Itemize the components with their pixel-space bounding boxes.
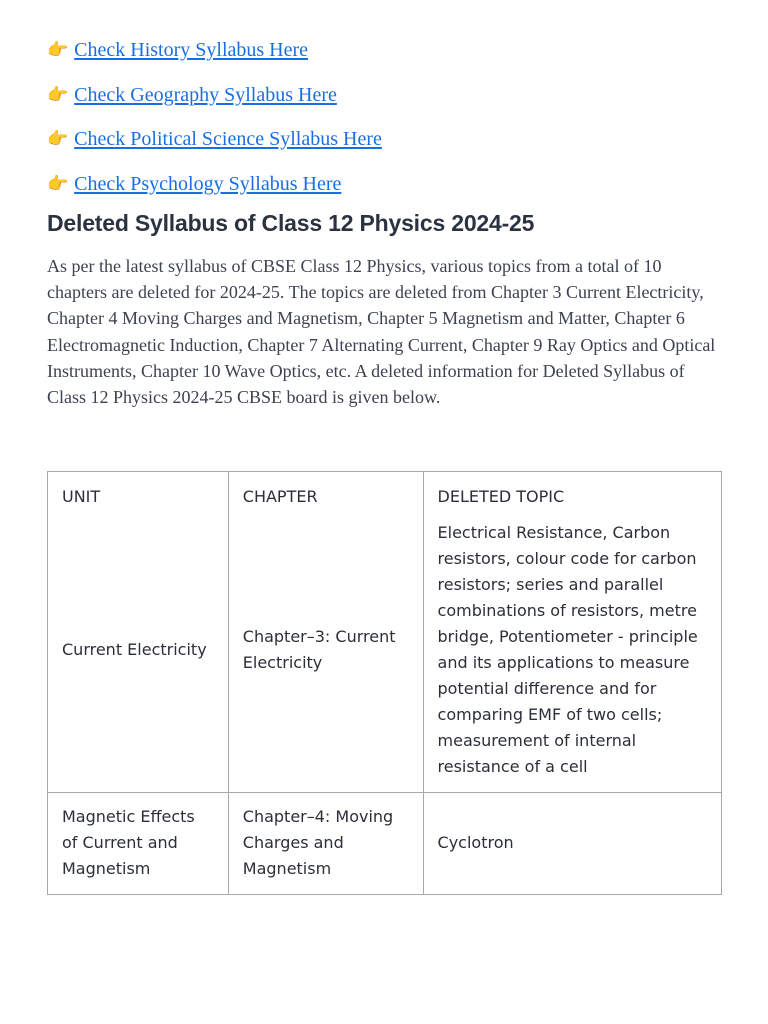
cell-unit: Current Electricity (48, 510, 229, 793)
pointing-hand-icon: 👉 (47, 39, 69, 60)
deleted-syllabus-table (47, 471, 722, 895)
political-science-syllabus-link[interactable]: Check Political Science Syllabus Here (74, 127, 382, 150)
header-chapter: CHAPTER (228, 472, 423, 511)
section-paragraph: As per the latest syllabus of CBSE Class 12 Physics, various topics from a total of 10 chapters are deleted for 2024-25. The topics are deleted from Chapter 3 Current Electricity, Chapter 4 Moving Charges and Magnetism, Chapter 5 Magnetism and Matter, Chapter 6 Electromagnetic Induction, Chapter 7 Alternating Current, Chapter 9 Ray Optics and Optical Instruments, Chapter 10 Wave Optics, etc. A deleted information for Deleted Syllabus of Class 12 Physics 2024-25 CBSE board is given below. (47, 256, 716, 408)
cell-unit: Magnetic Effects of Current and Magnetism (48, 793, 229, 895)
table-row (48, 793, 722, 895)
link-row-geography (47, 80, 337, 110)
cell-deleted-topic: Electrical Resistance, Carbon resistors, colour code for carbon resistors; series and parallel combinations of resistors, metre bridge, Potentiometer - principle and its applications to measure potential difference and for comparing EMF of two cells; measurement of internal resistance of a cell (423, 510, 721, 793)
header-deleted-topic: DELETED TOPIC (423, 472, 721, 511)
header-unit: UNIT (48, 472, 229, 511)
pointing-hand-icon: 👉 (47, 128, 69, 149)
link-row-history (47, 35, 308, 65)
history-syllabus-link[interactable]: Check History Syllabus Here (74, 38, 309, 61)
pointing-hand-icon: 👉 (47, 173, 69, 194)
cell-chapter: Chapter–3: Current Electricity (228, 510, 423, 793)
pointing-hand-icon: 👉 (47, 84, 69, 105)
table-header-row (48, 472, 722, 511)
geography-syllabus-link[interactable]: Check Geography Syllabus Here (74, 83, 337, 106)
psychology-syllabus-link[interactable]: Check Psychology Syllabus Here (74, 172, 342, 195)
link-row-psychology (47, 169, 341, 199)
cell-deleted-topic: Cyclotron (423, 793, 721, 895)
section-heading: Deleted Syllabus of Class 12 Physics 2024-25 (47, 210, 535, 236)
link-row-political-science (47, 124, 382, 154)
table-row (48, 510, 722, 793)
cell-chapter: Chapter–4: Moving Charges and Magnetism (228, 793, 423, 895)
